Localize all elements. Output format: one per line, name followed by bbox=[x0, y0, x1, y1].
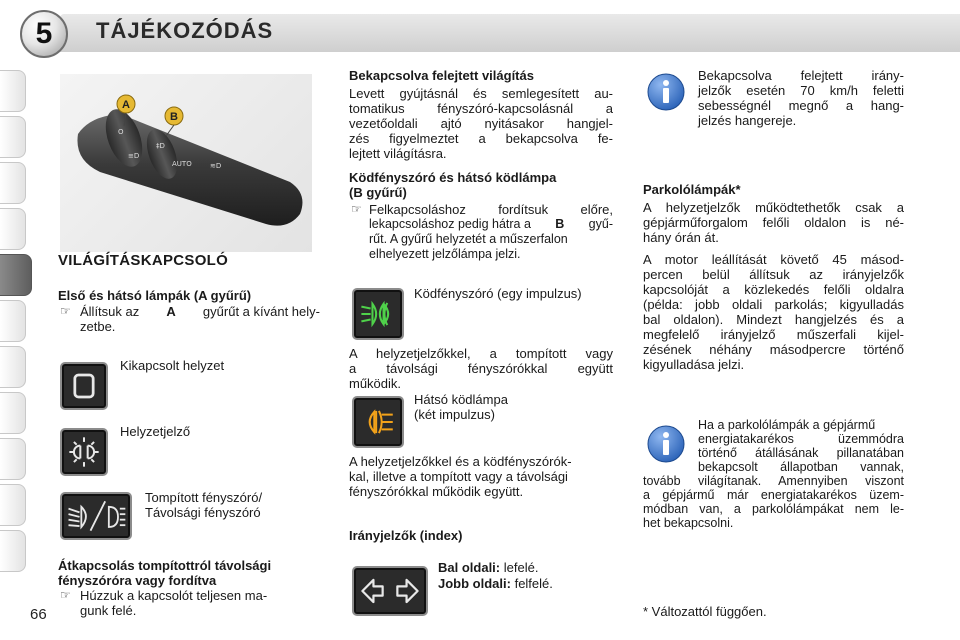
right-indicator-row: Jobb oldali: felfelé. bbox=[438, 576, 553, 591]
chapter-tab-5-active[interactable] bbox=[0, 254, 32, 296]
page-title: TÁJÉKOZÓDÁS bbox=[96, 18, 274, 43]
chapter-tab-6[interactable] bbox=[0, 300, 26, 342]
svg-text:‡D: ‡D bbox=[156, 142, 165, 150]
chapter-tab-4[interactable] bbox=[0, 208, 26, 250]
svg-text:AUTO: AUTO bbox=[172, 160, 192, 168]
footnote: * Változattól függően. bbox=[643, 604, 767, 619]
chapter-tab-3[interactable] bbox=[0, 162, 26, 204]
stalk-label-a: A bbox=[122, 99, 130, 111]
bullet-marker: ☞ bbox=[60, 588, 71, 602]
chapter-tab-2[interactable] bbox=[0, 116, 26, 158]
chapter-tab-8[interactable] bbox=[0, 392, 26, 434]
front-fog-label: Ködfényszóró (egy impulzus) bbox=[414, 286, 582, 301]
parking-lights-text-2: A motor leállítását követő 45 másod- percen belül állítsuk az irányjelzők kapcsolóját a közlekedés felőli oldalra (példa: jobb oldali parkolás; kigyulladás bal oldalon). Mindezt hangjelzés és a megfelelő irányjelző műszerfali kijel- zésének néhány másodpercre történő kigyulladása jelzi. bbox=[643, 252, 904, 372]
svg-text:≋D: ≋D bbox=[210, 162, 222, 170]
dipped-main-beam-icon bbox=[60, 492, 132, 540]
chapter-tab-10[interactable] bbox=[0, 484, 26, 526]
switched-off-icon bbox=[60, 362, 108, 410]
chapter-tab-11[interactable] bbox=[0, 530, 26, 572]
bullet-marker: ☞ bbox=[351, 202, 362, 216]
forgotten-lights-text: Levett gyújtásnál és semlegesített au- tomatikus fényszóró-kapcsolásnál a vezetőoldali ajtó nyitásakor hangjel- zés figyelmeztet a bekapcsolva fe- lejtett világításra. bbox=[349, 86, 613, 161]
lighting-stalk-illustration bbox=[60, 74, 312, 252]
left-indicator-row: Bal oldali: lefelé. bbox=[438, 560, 539, 575]
chapter-tab-1[interactable] bbox=[0, 70, 26, 112]
turn-indicators-icon bbox=[352, 566, 428, 616]
forgotten-lights-heading: Bekapcsolva felejtett világítás bbox=[349, 68, 534, 83]
switching-instruction: ☞ Húzzuk a kapcsolót teljesen ma- gunk felé. bbox=[60, 588, 268, 618]
info-icon bbox=[646, 424, 686, 464]
info-icon bbox=[646, 72, 686, 112]
switching-heading: Átkapcsolás tompítottról távolsági fényszóróra vagy fordítva bbox=[58, 558, 272, 588]
front-rear-heading: Első és hátsó lámpák (A gyűrű) bbox=[58, 288, 252, 303]
page-number: 66 bbox=[30, 606, 47, 623]
svg-text:≡D: ≡D bbox=[128, 152, 140, 160]
rear-fog-light-icon bbox=[352, 396, 404, 448]
front-fog-description: A helyzetjelzőkkel, a tompított vagy a távolsági fényszórókkal együtt működik. bbox=[349, 346, 613, 391]
bullet-marker: ☞ bbox=[60, 304, 71, 318]
indicators-heading: Irányjelzők (index) bbox=[349, 528, 463, 543]
rear-fog-label: Hátsó ködlámpa (két impulzus) bbox=[414, 392, 508, 422]
parking-lights-text-1: A helyzetjelzők működtethetők csak a gépjárműforgalom felőli oldalon is né- hány órán át. bbox=[643, 200, 904, 245]
switched-off-label: Kikapcsolt helyzet bbox=[120, 358, 225, 373]
position-light-label: Helyzetjelző bbox=[120, 424, 191, 439]
svg-text:O: O bbox=[118, 128, 124, 136]
info-parking-economy-text: tovább világítanak. Amennyiben viszont a gépjármű már energiatakarékos üzem- módban van, a parkolólámpákat nem le- het bekapcsolni. bbox=[643, 474, 904, 530]
dipped-main-label: Tompított fényszóró/ Távolsági fényszóró bbox=[145, 490, 263, 520]
info-parking-economy-indented: Ha a parkolólámpák a gépjármű energiatakarékos üzemmódra történő átállásának pillanatában bekapcsolt állapotban vannak, bbox=[698, 418, 904, 474]
chapter-tab-9[interactable] bbox=[0, 438, 26, 480]
fog-instruction: ☞ Felkapcsoláshoz fordítsuk előre, lekapcsoláshoz pedig hátra a B gyű- rűt. A gyűrű helyzetét a műszerfalon elhelyezett jelzőlámpa jelzi. bbox=[351, 202, 613, 261]
position-light-icon bbox=[60, 428, 108, 476]
chapter-number-badge: 5 bbox=[20, 10, 68, 58]
rear-fog-description: A helyzetjelzőkkel és a ködfényszórók- kal, illetve a tompított vagy a távolsági fényszórókkal működik együtt. bbox=[349, 454, 572, 499]
chapter-tab-7[interactable] bbox=[0, 346, 26, 388]
front-rear-instruction: ☞ Állítsuk az A gyűrűt a kívánt hely- zetbe. bbox=[60, 304, 320, 334]
stalk-label-b: B bbox=[170, 111, 178, 123]
section-title-lighting-switch: VILÁGÍTÁSKAPCSOLÓ bbox=[58, 252, 229, 269]
front-fog-light-icon bbox=[352, 288, 404, 340]
parking-lights-heading: Parkolólámpák* bbox=[643, 182, 741, 197]
chapter-tabs bbox=[0, 70, 26, 570]
fog-heading: Ködfényszóró és hátsó ködlámpa (B gyűrű) bbox=[349, 170, 557, 200]
info-forgotten-indicators: Bekapcsolva felejtett irány- jelzők esetén 70 km/h feletti sebességnél megnő a hang- jelzés hangereje. bbox=[698, 68, 904, 128]
